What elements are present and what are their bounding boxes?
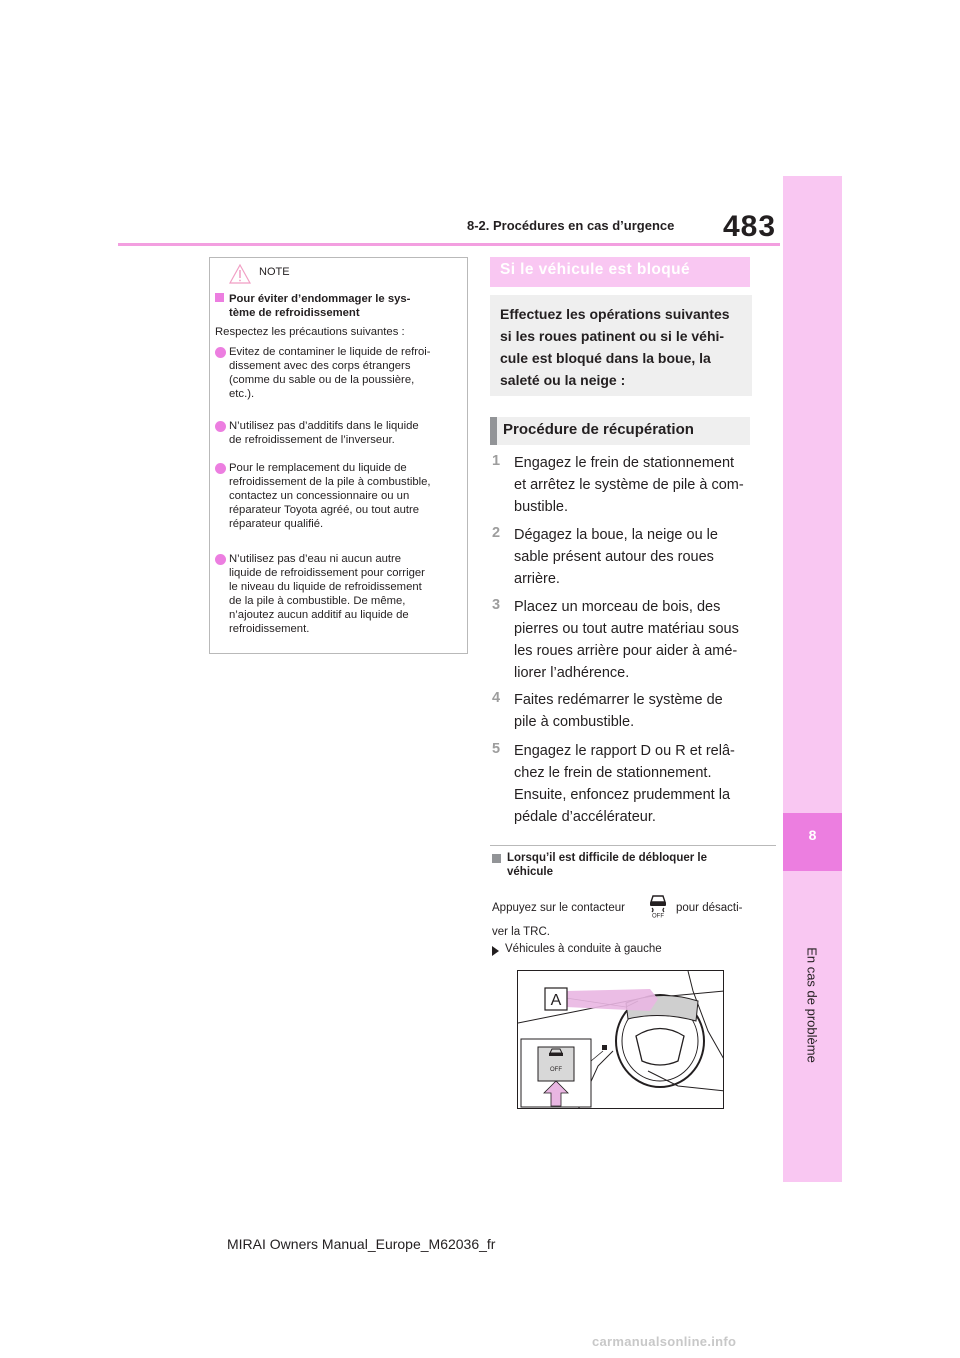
step-number: 4 xyxy=(492,690,501,706)
step-text: Faites redémarrer le système de pile à combustible. xyxy=(514,692,723,730)
step-number: 5 xyxy=(492,741,501,757)
heading-marker-icon xyxy=(215,293,224,302)
page-number: 483 xyxy=(723,210,777,243)
trc-off-label: OFF xyxy=(652,913,664,918)
step-number: 3 xyxy=(492,597,501,613)
warning-triangle-icon xyxy=(229,264,251,284)
step-number: 2 xyxy=(492,525,501,541)
subheading-marker-icon xyxy=(492,854,501,863)
note-title: NOTE xyxy=(259,266,290,278)
step-text: Engagez le rapport D ou R et relâ- chez le frein de stationnement. Ensuite, enfoncez prudemment la pédale d’accélérateur. xyxy=(514,743,735,825)
figure-label-a: A xyxy=(550,992,562,1009)
triangle-bullet-icon xyxy=(492,946,499,956)
subsection-title: Lorsqu’il est difficile de débloquer le véhicule xyxy=(507,852,708,878)
stuck-title: Si le véhicule est bloqué xyxy=(500,261,691,278)
subsection-rule xyxy=(490,845,776,846)
bullet-icon xyxy=(215,463,226,474)
bullet-icon xyxy=(215,347,226,358)
note-bullet-1: Evitez de contaminer le liquide de refroi- dissement avec des corps étrangers (comme du sable ou de la poussière, etc.). xyxy=(229,346,431,400)
press-text-after: pour désacti- xyxy=(676,902,743,914)
procedure-title: Procédure de récupération xyxy=(503,421,694,438)
press-text-line2: ver la TRC. xyxy=(492,926,550,938)
footer-text: MIRAI Owners Manual_Europe_M62036_fr xyxy=(227,1236,496,1252)
header-rule xyxy=(118,243,780,246)
intro-text: Effectuez les opérations suivantes si les roues patinent ou si le véhi- cule est bloqué dans la boue, la saleté ou la neige : xyxy=(500,306,730,388)
trc-off-switch-icon xyxy=(646,893,670,918)
dashboard-drawing xyxy=(518,971,724,1109)
note-bullet-4: N’utilisez pas d’eau ni aucun autre liquide de refroidissement pour corriger le niveau du liquide de refroidissement de la pile à combustible. De même, n’ajoutez aucun additif au liquide de refroidissement. xyxy=(229,553,425,635)
press-text: Appuyez sur le contacteur xyxy=(492,902,625,914)
note-bullet-2: N’utilisez pas d’additifs dans le liquide de refroidissement de l’inverseur. xyxy=(229,420,419,446)
step-text: Dégagez la boue, la neige ou le sable présent autour des roues arrière. xyxy=(514,527,718,587)
chapter-number: 8 xyxy=(808,827,817,843)
bullet-icon xyxy=(215,421,226,432)
dashboard-illustration xyxy=(517,970,724,1109)
bullet-icon xyxy=(215,554,226,565)
chapter-title: En cas de problème xyxy=(804,947,820,1063)
note-heading: Pour éviter d’endommager le sys- tème de refroidissement xyxy=(215,292,465,320)
inset-off-label: OFF xyxy=(550,1067,562,1073)
note-intro: Respectez les précautions suivantes : xyxy=(215,326,405,338)
section-heading: 8-2. Procédures en cas d’urgence xyxy=(467,218,675,233)
step-number: 1 xyxy=(492,453,501,469)
step-text: Placez un morceau de bois, des pierres ou tout autre matériau sous les roues arrière pour aider à amé- liorer l’adhérence. xyxy=(514,599,739,681)
lhd-label: Véhicules à conduite à gauche xyxy=(505,943,662,955)
step-text: Engagez le frein de stationnement et arrêtez le système de pile à com- bustible. xyxy=(514,455,744,515)
watermark: carmanualsonline.info xyxy=(592,1334,737,1349)
note-bullet-3: Pour le remplacement du liquide de refroidissement de la pile à combustible, contactez un concessionnaire ou un réparateur Toyota agréé, ou tout autre réparateur qualifié. xyxy=(229,462,431,530)
procedure-banner-bar xyxy=(490,417,497,445)
